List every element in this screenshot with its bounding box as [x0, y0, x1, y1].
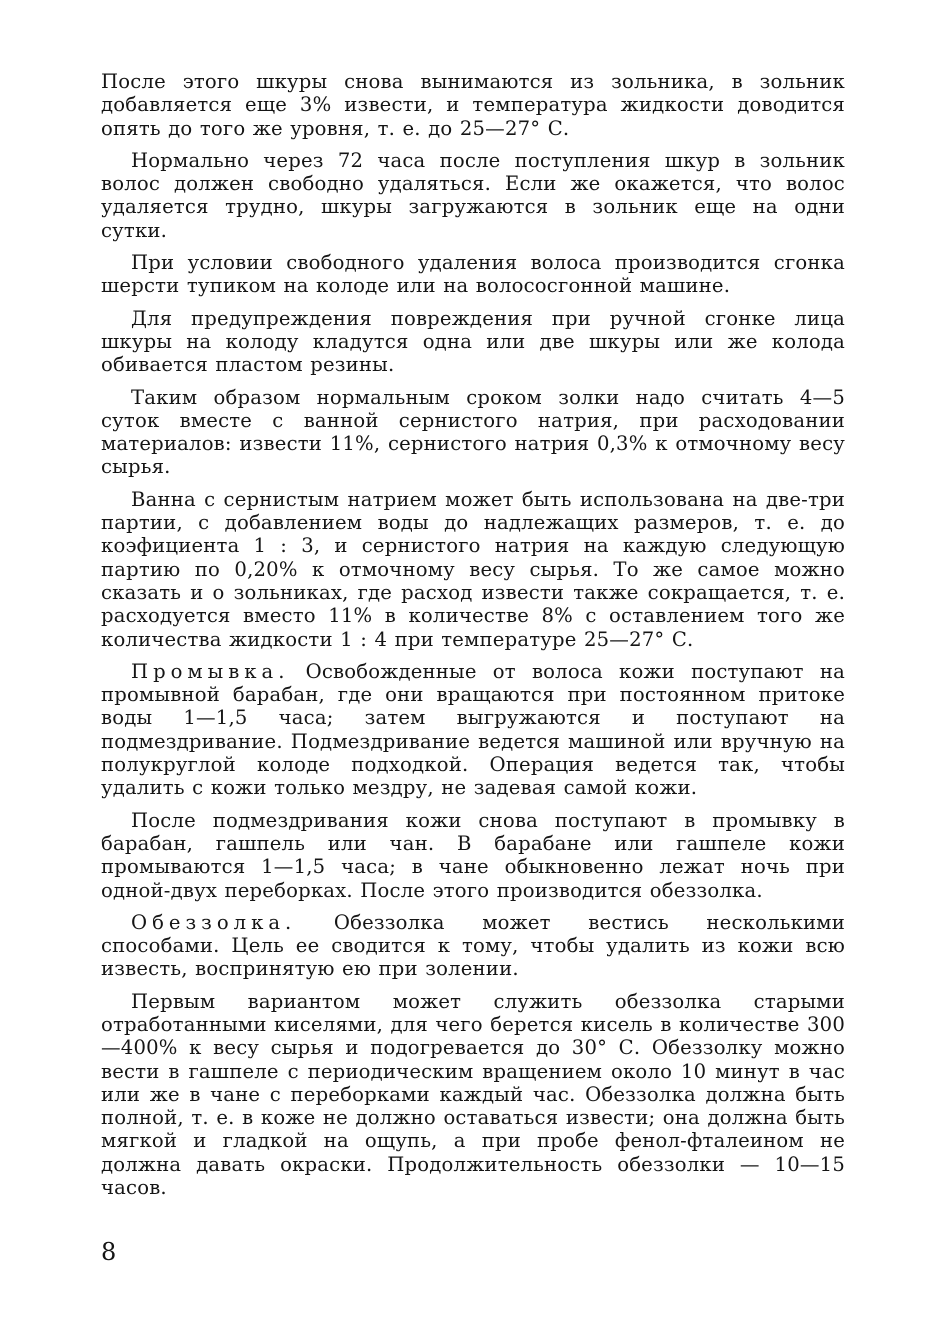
- section-heading-washing: Промывка.: [131, 659, 290, 683]
- paragraph-washing: [101, 660, 845, 800]
- section-heading-deliming: Обеззолка.: [131, 910, 297, 934]
- paragraph-after-fleshing: После подмездривания кожи снова поступают в промывку в барабан, гашпель или чан. В барабане или гашпеле кожи промываются 1—1,5 часа; в чане обыкновенно лежат ночь при одной-двух переборках. После этого производится обеззолка.: [101, 808, 845, 902]
- deliming-text: Обеззолка может вестись несколькими способами. Цель ее сводится к тому, чтобы удалить из кожи всю известь, воспринятую ею при золении.: [101, 910, 845, 981]
- paragraph-6: Ванна с сернистым натрием может быть использована на две-три партии, с добавлением воды до надлежащих размеров, т. е. до коэфициента 1 : 3, и сернистого натрия на каждую следующую партию по 0,20% к отмочному весу сырья. То же самое можно сказать и о зольниках, где расход извести также сокращается, т. е. расходуется вместо 11% в количестве 8% с оставлением того же количества жидкости 1 : 4 при температуре 25—27° С.: [101, 487, 845, 651]
- page-text-block: [101, 70, 845, 1208]
- paragraph-2: Нормально через 72 часа после поступления шкур в зольник волос должен свободно удаляться. Если же окажется, что волос удаляется трудно, шкуры загружаются в зольник еще на одни сутки.: [101, 148, 845, 242]
- paragraph-1: После этого шкуры снова вынимаются из зольника, в зольник добавляется еще 3% извести, и температура жидкости доводится опять до того же уровня, т. е. до 25—27° С.: [101, 70, 845, 140]
- page-number: 8: [101, 1238, 117, 1266]
- paragraph-3: При условии свободного удаления волоса производится сгонка шерсти тупиком на колоде или на волососгонной машине.: [101, 251, 845, 298]
- paragraph-4: Для предупреждения повреждения при ручной сгонке лица шкуры на колоду кладутся одна или две шкуры или же колода обивается пластом резины.: [101, 306, 845, 377]
- paragraph-first-variant: Первым вариантом может служить обеззолка старыми отработанными киселями, для чего берется кисель в количестве 300—400% к весу сырья и подогревается до 30° С. Обеззолку можно вести в гашпеле с периодическим вращением около 10 минут в час или же в чане с переборками каждый час. Обеззолка должна быть полной, т. е. в коже не должно оставаться извести; она должна быть мягкой и гладкой на ощупь, а при пробе фенол-фталеином не должна давать окраски. Продолжительность обеззолки — 10—15 часов.: [101, 989, 845, 1200]
- washing-text: Освобожденные от волоса кожи поступают на промывной барабан, где они вращаются при постоянном притоке воды 1—1,5 часа; затем выгружаются и поступают на подмездривание. Подмездривание ведется машиной или вручную на полукруглой колоде подходкой. Операция ведется так, чтобы удалить с кожи только мездру, не задевая самой кожи.: [101, 659, 845, 800]
- paragraph-deliming: [101, 911, 845, 981]
- paragraph-5: Таким образом нормальным сроком золки надо считать 4—5 суток вместе с ванной сернистого натрия, при расходовании материалов: извести 11%, сернистого натрия 0,3% к отмочному весу сырья.: [101, 385, 845, 479]
